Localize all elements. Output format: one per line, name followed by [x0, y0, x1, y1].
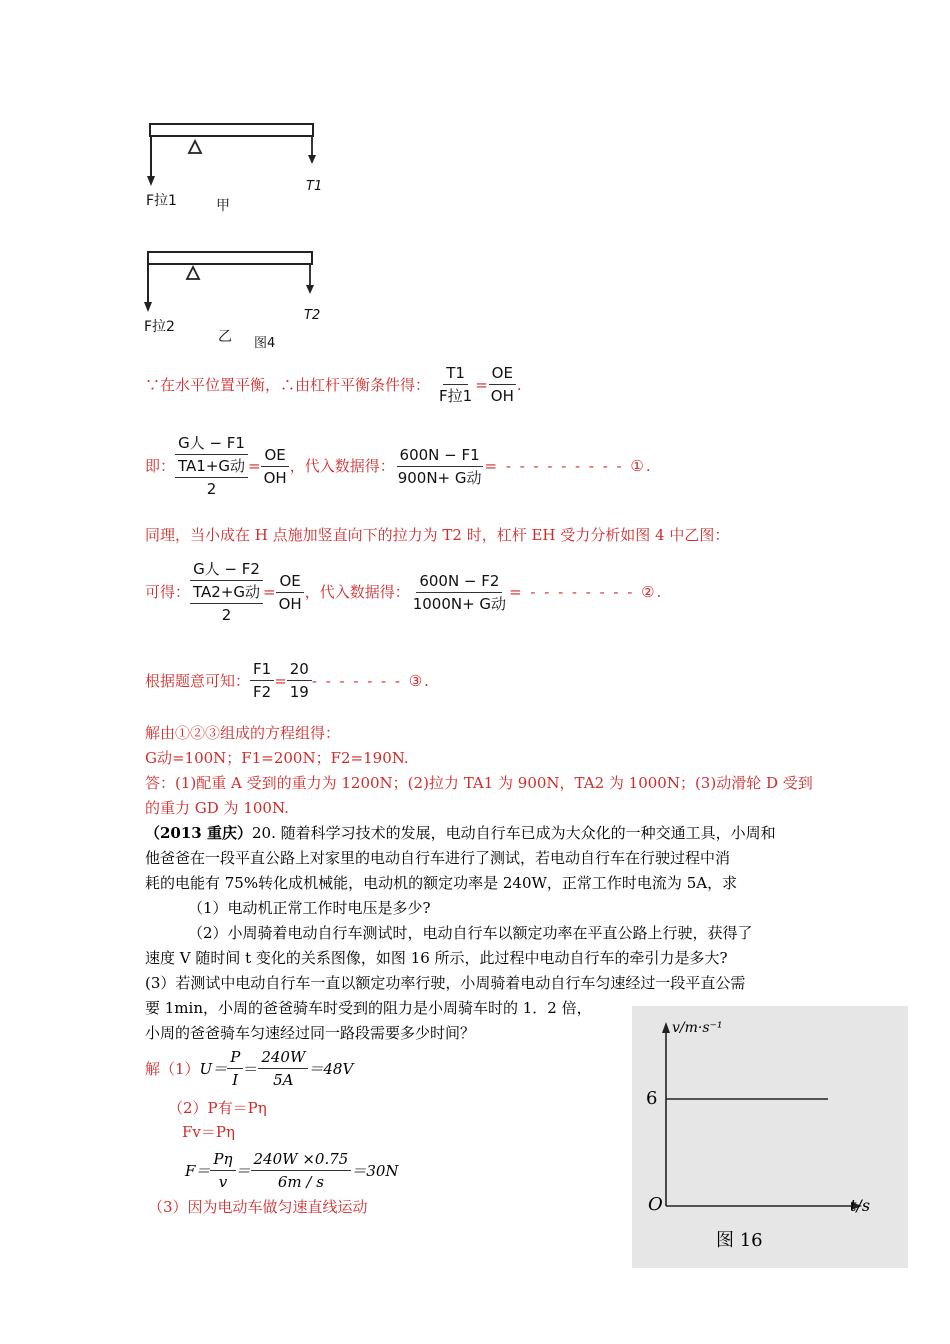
data-fraction-2: $\frac{600N - F2}{\text{1000N+ G动}}$ [412, 571, 507, 613]
answer-part-3: （3）因为电动车做匀速直线运动 [148, 1198, 368, 1216]
answer-part-2-line-1: （2）P有＝Pη [168, 1099, 267, 1117]
problem-line-2: 他爸爸在一段平直公路上对家里的电动自行车进行了测试，若电动自行车在行驶过程中消 [145, 849, 731, 867]
complex-fraction-1: $\frac{\text{G人 − F1}}{\frac{\text{TA1+G动}}{2}}$ [175, 432, 248, 500]
problem-line-3: 耗的电能有 75%转化成机械能，电动机的额定功率是 240W，正常工作时电流为 5A，求 [145, 874, 738, 892]
lever-diagram-a [140, 115, 340, 225]
question-3-line-3: 小周的爸爸骑车匀速经过同一路段需要多少时间？ [145, 1024, 476, 1042]
force-label-t2: T2 [304, 308, 321, 323]
fraction-oe-oh: $\frac{OE}{OH}$ [488, 362, 517, 407]
fraction-t1-f1: $\frac{T1}{\text{F拉1}}$ [439, 364, 473, 405]
y-tick-6: 6 [646, 1088, 658, 1109]
similar-line: 同理，当小成在 H 点施加竖直向下的拉力为 T2 时，杠杆 EH 受力分析如图 4 中乙图： [145, 526, 730, 544]
equation-2-line: 可得： $\frac{\text{G人 − F2}}{\frac{\text{TA2+G动}}{2}}$ = $\frac{OE}{OH}$ ，代入数据得： $\frac{600N - F2}{\text{1000N+ G动}}$ = - - - - - - - - ②. [145, 560, 664, 624]
answer-line-2: 的重力 GD 为 100N. [145, 799, 289, 817]
problem-source-tag: （2013 重庆） [145, 824, 252, 842]
question-1: （1）电动机正常工作时电压是多少? [188, 899, 431, 917]
question-3-line-1: (3）若测试中电动自行车一直以额定功率行驶，小周骑着电动自行车匀速经过一段平直公需 [145, 974, 746, 992]
y-axis-label: v/m·s⁻¹ [672, 1020, 723, 1036]
answer-line-1: 答：(1)配重 A 受到的重力为 1200N；(2)拉力 TA1 为 900N，TA2 为 1000N；(3)动滑轮 D 受到 [145, 774, 813, 792]
data-fraction-1: $\frac{600N - F1}{\text{900N+ G动}}$ [397, 445, 482, 487]
equation-1-line: 即： $\frac{\text{G人 − F1}}{\frac{\text{TA1+G动}}{2}}$ = $\frac{OE}{OH}$ ，代入数据得： $\frac{600N - F1}{\text{900N+ G动}}$ = - - - - - - - - - ①. [145, 434, 653, 498]
figure-label-jia: 甲 [216, 198, 230, 214]
equation-3-line: 根据题意可知： $\frac{F1}{F2}$ = $\frac{20}{19}$ - - - - - - - ③. [145, 660, 431, 701]
complex-fraction-2: $\frac{\text{G人 − F2}}{\frac{\text{TA2+G动}}{2}}$ [190, 558, 263, 626]
force-label-t1: T1 [306, 179, 323, 194]
solve-line-1: 解由①②③组成的方程组得： [145, 724, 341, 742]
question-2-line-1: （2）小周骑着电动自行车测试时，电动自行车以额定功率在平直公路上行驶，获得了 [188, 924, 753, 942]
text: ∵在水平位置平衡，∴由杠杆平衡条件得： [145, 375, 431, 394]
question-3-line-2: 要 1min，小周的爸爸骑车时受到的阻力是小周骑车时的 1．2 倍， [145, 999, 592, 1017]
figure-label-yi: 乙 [218, 329, 232, 345]
figure-16-caption: 图 16 [716, 1230, 763, 1251]
figure-caption-4: 图4 [254, 336, 276, 351]
figure-16-velocity-time-graph [632, 1006, 908, 1268]
answer-part-1: 解（1） U＝ $\frac{P}{I}$ ＝ $\frac{240W}{5A}$ ＝48V [145, 1048, 354, 1089]
answer-part-2-line-2: Fv＝Pη [182, 1123, 235, 1141]
lever-balance-line: ∵在水平位置平衡，∴由杠杆平衡条件得： $\frac{T1}{\text{F拉1}}$ = $\frac{OE}{OH}$ . [145, 364, 522, 405]
question-2-line-2: 速度 V 随时间 t 变化的关系图像，如图 16 所示，此过程中电动自行车的牵引力是多大? [145, 949, 728, 967]
answer-part-2-formula: F＝ $\frac{P\eta}{v}$ ＝ $\frac{240W \times 0.75}{6m / s}$ ＝30N [185, 1150, 399, 1191]
force-label-f-pull-1: F拉1 [146, 193, 177, 209]
force-label-f-pull-2: F拉2 [144, 319, 175, 335]
lever-diagram-b [138, 240, 338, 355]
origin-label: O [648, 1194, 663, 1215]
problem-line-1: （2013 重庆）20. 随着科学习技术的发展，电动自行车已成为大众化的一种交通工具，小周和 [145, 824, 776, 842]
solve-line-2: G动=100N；F1=200N；F2=190N. [145, 749, 409, 767]
x-axis-label: t/s [850, 1196, 871, 1215]
